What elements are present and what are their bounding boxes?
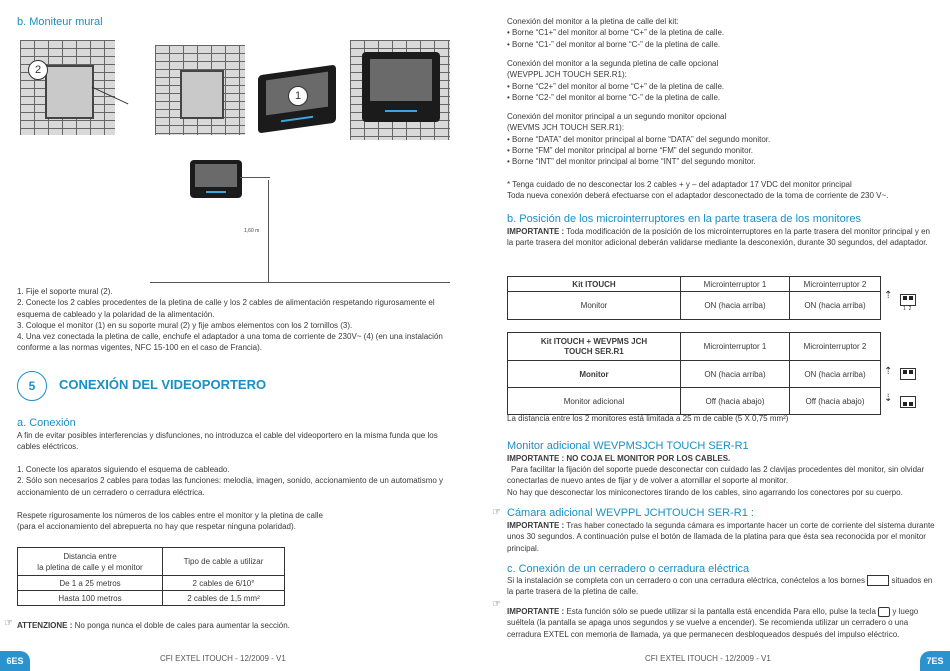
table-header: Microinterruptor 1 [681, 333, 790, 361]
table-cell: ON (hacia arriba) [790, 292, 881, 320]
important-label: IMPORTANTE : [507, 521, 565, 530]
dip-table-kit [507, 276, 881, 320]
up-arrow-icon: ⇡ [884, 366, 893, 377]
dip-switch-icon [900, 396, 916, 408]
warning-hand-icon: ☞ [492, 599, 501, 610]
table-cell: De 1 a 25 metros [18, 576, 163, 591]
table-header: Microinterruptor 2 [790, 277, 881, 292]
text-line: • Borne “C1+” del monitor al borne “C+” de la pletina de calle. [507, 28, 725, 38]
chapter-title: CONEXIÓN DEL VIDEOPORTERO [59, 377, 267, 392]
monitor-device [190, 160, 242, 198]
lock-important-note [507, 606, 937, 640]
power-note [507, 179, 937, 202]
table-header: Distancia entre la pletina de calle y el monitor [18, 548, 163, 576]
monitor-device [362, 52, 440, 122]
text-line: Conexión del monitor a la segunda pletina de calle opcional [507, 59, 719, 68]
text-line: • Borne “FM” del monitor principal al borne “FM” del segundo monitor. [507, 145, 754, 155]
step: 3. Coloque el monitor (1) en su soporte mural (2) y fije ambos elementos con los 2 tornillos (3). [17, 320, 353, 330]
floor-line [150, 282, 450, 283]
lock-text [507, 575, 937, 598]
height-line [268, 180, 269, 282]
important-label: IMPORTANTE : [507, 607, 565, 616]
cable-table [17, 547, 285, 606]
mounting-steps [17, 286, 444, 354]
step: 2. Conecte los 2 cables procedentes de la pletina de calle y los 2 cables de alimentación respetando rigurosamente el esquema de cableado y la polaridad de la alimentación. [17, 298, 435, 319]
lock-important-text: Esta función sólo se puede utilizar si la pantalla está encendida Para ello, pulse la tecla [566, 607, 876, 616]
connection-block-3 [507, 111, 937, 167]
page-number-left: 6ES [0, 651, 30, 671]
warning-hand-icon: ☞ [492, 507, 501, 518]
text-line: • Borne “C1-” del monitor al borne “C-” de la pletina de calle. [507, 39, 721, 49]
table-header: Microinterruptor 2 [790, 333, 881, 361]
dip-labels: 1 2 [903, 306, 912, 312]
camera-text: Tras haber conectado la segunda cámara es importante hacer un corte de corriente del sistema durante unos 30 segundos. A continuación pulse el botón de llamada de la platina para que ésta sea reconocida por el monitor principal. [507, 521, 935, 553]
table-cell: Off (hacia abajo) [681, 388, 790, 415]
monitor-additional-title: Monitor adicional WEVPMSJCH TOUCH SER-R1 [507, 440, 749, 452]
text-line: • Borne “DATA” del monitor principal al borne “DATA” del segundo monitor. [507, 134, 771, 144]
table-cell: Monitor adicional [508, 388, 681, 415]
text-line: Para facilitar la fijación del soporte puede desconectar con cuidado las 2 clavijas procedentes del monitor, sin olvidar conectarlas de nuevo antes de fijar y de volver a atornillar el soporte al monitor. [507, 465, 925, 486]
note-line: (para el accionamiento del abrepuerta no hay que respetar ninguna polaridad). [17, 522, 296, 532]
table-cell: 2 cables de 6/10° [163, 576, 285, 591]
dip-table-kit-plus-monitor [507, 332, 881, 415]
text-line: • Borne “C2+” del monitor al borne “C+” de la pletina de calle. [507, 81, 725, 91]
table-cell: 2 cables de 1,5 mm² [163, 591, 285, 606]
connect-steps [17, 464, 444, 498]
table-cell: Off (hacia abajo) [790, 388, 881, 415]
text-line: No hay que desconectar los miniconectores tirando de los cables, sino agarrando los conectores por su cuerpo. [507, 487, 903, 497]
text-line: • Borne “C2-” del monitor al borne “C-” de la pletina de calle. [507, 92, 721, 102]
table-cell: ON (hacia arriba) [790, 361, 881, 388]
height-label: 1,60 m [244, 228, 260, 234]
up-arrow-icon: ⇡ [884, 290, 893, 301]
dip-switch-icon [900, 294, 916, 306]
note-line: Toda nueva conexión deberá efectuarse con el adaptador desconectado de la toma de corriente de 230 V~. [507, 191, 889, 201]
footer-left: CFI EXTEL ITOUCH - 12/2009 - V1 [160, 654, 286, 663]
step: 2. Sólo son necesarios 2 cables para todas las funciones: melodía, imagen, sonido, accionamiento de un automatismo y accionamiento de un cerradero o cerradura eléctrica. [17, 476, 444, 497]
wall-bracket [180, 70, 224, 119]
text-line: (WEVPPL JCH TOUCH SER.R1): [507, 70, 627, 80]
dip-switch-icon [900, 368, 916, 380]
note-line: * Tenga cuidado de no desconectar los 2 cables + y – del adaptador 17 VDC del monitor principal [507, 180, 852, 189]
attention-label: ATTENZIONE : [17, 621, 73, 630]
chapter-number: 5 [17, 371, 47, 401]
table-header: Kit ITOUCH + WEVPMS JCH TOUCH SER.R1 [508, 333, 681, 361]
height-line [240, 177, 270, 178]
attention-text: No ponga nunca el doble de cales para aumentar la sección. [74, 621, 290, 630]
monitor-additional-important: IMPORTANTE : NO COJA EL MONITOR POR LOS CABLES. [507, 454, 731, 463]
wall-bracket [45, 65, 94, 119]
text-line: • Borne “INT” del monitor principal al borne “INT” del segundo monitor. [507, 157, 756, 167]
camera-title: Cámara adicional WEVPPL JCHTOUCH SER-R1 : [507, 507, 754, 519]
note-line: Respete rigurosamente los números de los cables entre el monitor y la pletina de calle [17, 511, 323, 520]
table-cell: ON (hacia arriba) [681, 292, 790, 320]
lock-text-part: Si la instalación se completa con un cerradero o con una cerradura eléctrica, conéctelos a los bornes [507, 576, 865, 585]
intro-text: A fin de evitar posibles interferencias y disfunciones, no introduzca el cable del videoportero en la misma funda que los cables eléctricos. [17, 431, 438, 452]
terminal-icon [867, 575, 889, 586]
text-line: Conexión del monitor principal a un segundo monitor opcional [507, 112, 727, 121]
subsection-b-title: b. Posición de los microinterruptores en la parte trasera de los monitores [507, 213, 862, 225]
page-number-right: 7ES [920, 651, 950, 671]
connection-block-1 [507, 16, 937, 50]
table-cell: Monitor [508, 361, 681, 388]
text-line: Conexión del monitor a la pletina de calle del kit: [507, 17, 679, 26]
text-line: (WEVMS JCH TOUCH SER.R1): [507, 123, 625, 133]
important-text: Toda modificación de la posición de los microinterruptores en la parte trasera del monitor principal y en la parte trasera del monitor adicional deberán validarse mediante la desconexión, durante 30 segundos, del adaptador. [507, 227, 931, 248]
monitor-additional-text [507, 464, 937, 498]
table-cell: ON (hacia arriba) [681, 361, 790, 388]
table-header: Tipo de cable a utilizar [163, 548, 285, 576]
footer-right: CFI EXTEL ITOUCH - 12/2009 - V1 [645, 654, 771, 663]
table-cell: Monitor [508, 292, 681, 320]
section-b-title: b. Moniteur mural [17, 16, 103, 28]
subsection-a-title: a. Conexión [17, 417, 76, 429]
callout-2: 2 [28, 60, 48, 80]
table-header: Kit ITOUCH [508, 277, 681, 292]
respect-note [17, 510, 444, 533]
table-header: Microinterruptor 1 [681, 277, 790, 292]
step: 1. Conecte los aparatos siguiendo el esquema de cableado. [17, 465, 230, 474]
down-arrow-icon: ⇣ [884, 393, 893, 404]
lock-text-part: situados en la parte trasera de la pletina de calle. [507, 576, 933, 597]
table-cell: Hasta 100 metros [18, 591, 163, 606]
step: 4. Una vez conectada la pletina de calle, enchufe el adaptador a una toma de corriente de 230V~ (4) (en una instalación conforme a las normas vigentes, NFC 15-100 en el caso de Francia). [17, 332, 443, 353]
attention-note [17, 620, 444, 631]
distance-note: La distancia entre los 2 monitores está limitada a 25 m de cable (5 X 0,75 mm²) [507, 414, 789, 423]
important-label: IMPORTANTE : [507, 227, 565, 236]
important-note [507, 226, 937, 249]
warning-hand-icon: ☞ [4, 618, 13, 629]
connection-block-2 [507, 58, 937, 103]
subsection-c-title: c. Conexión de un cerradero o cerradura eléctrica [507, 563, 750, 575]
callout-1: 1 [288, 86, 308, 106]
key-icon [878, 607, 890, 617]
step: 1. Fije el soporte mural (2). [17, 287, 113, 296]
lock-important-text: y luego suéltela (la pantalla se apaga unos segundos y se vuelve a encender). Se recomienda utilizar un cerradero o una cerradura EXTEL con memoria de llamada, ya que permanecen desbloqueados después del impulso eléctrico. [507, 607, 919, 639]
camera-note [507, 520, 937, 554]
